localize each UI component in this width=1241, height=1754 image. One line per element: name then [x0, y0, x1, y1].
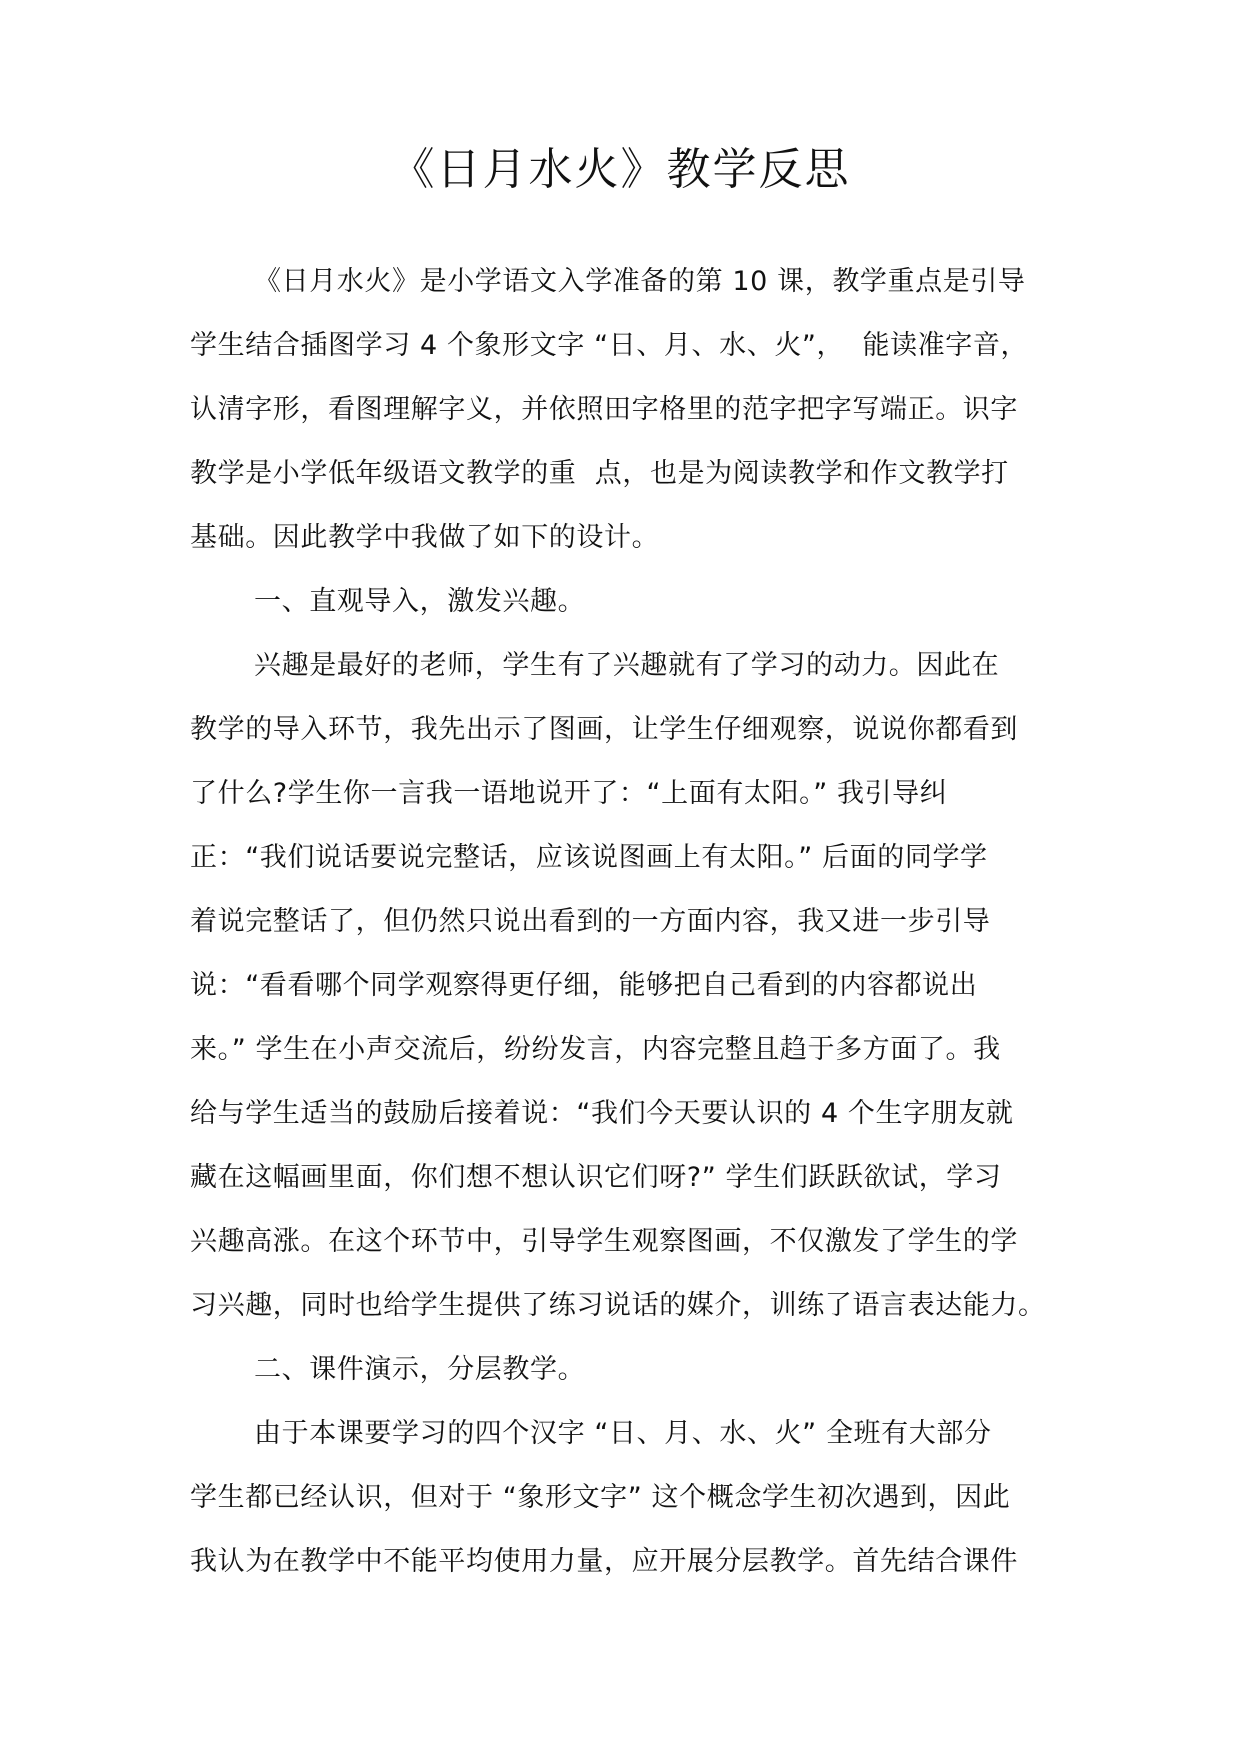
paragraph-line: 教学的导入环节，我先出示了图画，让学生仔细观察，说说你都看到: [190, 714, 1018, 745]
paragraph-line: 说：“看看哪个同学观察得更仔细，能够把自己看到的内容都说出: [190, 970, 978, 1001]
document-body: [190, 250, 1056, 1594]
paragraph-line: 给与学生适当的鼓励后接着说：“我们今天要认识的 4 个生字朋友就: [190, 1098, 1014, 1129]
paragraph-line: 我认为在教学中不能平均使用力量，应开展分层教学。首先结合课件: [190, 1546, 1018, 1577]
paragraph-line: 兴趣高涨。在这个环节中，引导学生观察图画，不仅激发了学生的学: [190, 1226, 1018, 1257]
paragraph-line: 正：“我们说话要说完整话，应该说图画上有太阳。” 后面的同学学: [190, 842, 988, 873]
paragraph-line: 着说完整话了，但仍然只说出看到的一方面内容，我又进一步引导: [190, 906, 991, 937]
paragraph-line: 兴趣是最好的老师，学生有了兴趣就有了学习的动力。因此在: [254, 650, 1000, 681]
paragraph-line: 由于本课要学习的四个汉字 “日、月、水、火” 全班有大部分: [254, 1418, 992, 1449]
paragraph-line: 认清字形，看图理解字义，并依照田字格里的范字把字写端正。识字: [190, 394, 1018, 425]
paragraph-line: 学生结合插图学习 4 个象形文字 “日、月、水、火”， 能读准字音，: [190, 330, 1029, 361]
section-heading: 一、直观导入，激发兴趣。: [254, 586, 586, 617]
document-title: 《日月水火》教学反思: [390, 144, 851, 195]
paragraph-line: 教学是小学低年级语文教学的重 点，也是为阅读教学和作文教学打: [190, 458, 1009, 489]
section-heading: 二、课件演示，分层教学。: [254, 1354, 586, 1385]
paragraph-line: 习兴趣，同时也给学生提供了练习说话的媒介，训练了语言表达能力。: [190, 1290, 1046, 1321]
paragraph-line: 学生都已经认识，但对于 “象形文字” 这个概念学生初次遇到，因此: [190, 1482, 1011, 1513]
paragraph-line: 基础。因此教学中我做了如下的设计。: [190, 522, 660, 553]
paragraph-line: 了什么?学生你一言我一语地说开了：“上面有太阳。” 我引导纠: [190, 778, 948, 809]
paragraph-line: 《日月水火》是小学语文入学准备的第 10 课，教学重点是引导: [254, 266, 1026, 297]
paragraph-line: 藏在这幅画里面，你们想不想认识它们呀?” 学生们跃跃欲试，学习: [190, 1162, 1002, 1193]
paragraph-line: 来。” 学生在小声交流后，纷纷发言，内容完整且趋于多方面了。我: [190, 1034, 1001, 1065]
